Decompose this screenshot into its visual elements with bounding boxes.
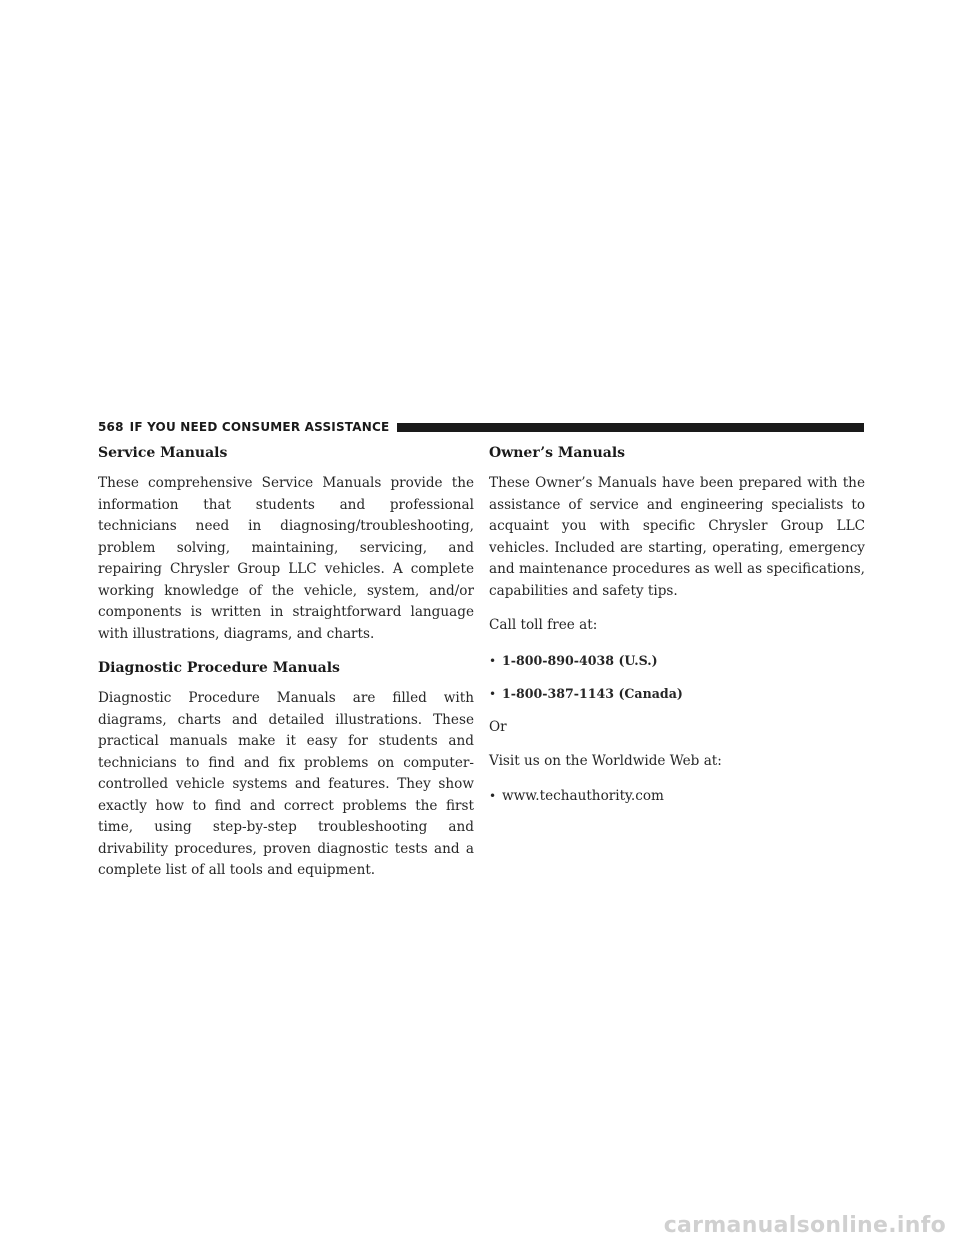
or-text: Or: [489, 718, 507, 735]
list-item: [489, 683, 865, 706]
watermark: carmanualsonline.info: [663, 1213, 946, 1238]
phone-list: [489, 650, 865, 706]
page-header: [98, 420, 864, 434]
diagnostic-manuals-heading: Diagnostic Procedure Manuals: [98, 660, 340, 676]
list-item: [489, 650, 865, 673]
service-manuals-body: These comprehensive Service Manuals provide the information that students and professional technicians need in diagnosing/troubleshooting, problem solving, maintaining, servicing, and repairing Chrysler Group LLC vehicles. A complete working knowledge of the vehicle, system, and/or components is written in straightforward language with illustrations, diagrams, and charts.: [98, 475, 474, 642]
right-column: [489, 443, 865, 818]
header-rule: [397, 423, 864, 432]
bullet-icon: •: [489, 788, 497, 803]
website-link[interactable]: www.techauthority.com: [502, 787, 664, 804]
owners-manuals-heading: Owner’s Manuals: [489, 445, 626, 461]
page-number: 568: [98, 420, 124, 434]
bullet-icon: •: [489, 687, 497, 701]
website-list: [489, 786, 865, 808]
call-toll-free-text: Call toll free at:: [489, 617, 598, 633]
left-column: [98, 443, 474, 895]
list-item: [489, 786, 865, 808]
phone-us: 1-800-890-4038 (U.S.): [502, 652, 658, 668]
section-title: IF YOU NEED CONSUMER ASSISTANCE: [129, 420, 390, 434]
diagnostic-manuals-body: Diagnostic Procedure Manuals are filled with diagrams, charts and detailed illustrations. These practical manuals make it easy for students and technicians to find and fix problems on computer-controlled vehicle systems and features. They show exactly how to find and correct problems the first time, using step-by-step troubleshooting and drivability procedures, proven diagnostic tests and a complete list of all tools and equipment.: [98, 690, 474, 878]
phone-canada: 1-800-387-1143 (Canada): [502, 686, 683, 701]
service-manuals-heading: Service Manuals: [98, 445, 228, 461]
visit-web-text: Visit us on the Worldwide Web at:: [489, 753, 722, 769]
owners-manuals-body: These Owner’s Manuals have been prepared with the assistance of service and engineering specialists to acquaint you with specific Chrysler Group LLC vehicles. Included are starting, operating, emergency and maintenance procedures as well as specifications, capabilities and safety tips.: [489, 475, 865, 599]
bullet-icon: •: [489, 653, 497, 668]
